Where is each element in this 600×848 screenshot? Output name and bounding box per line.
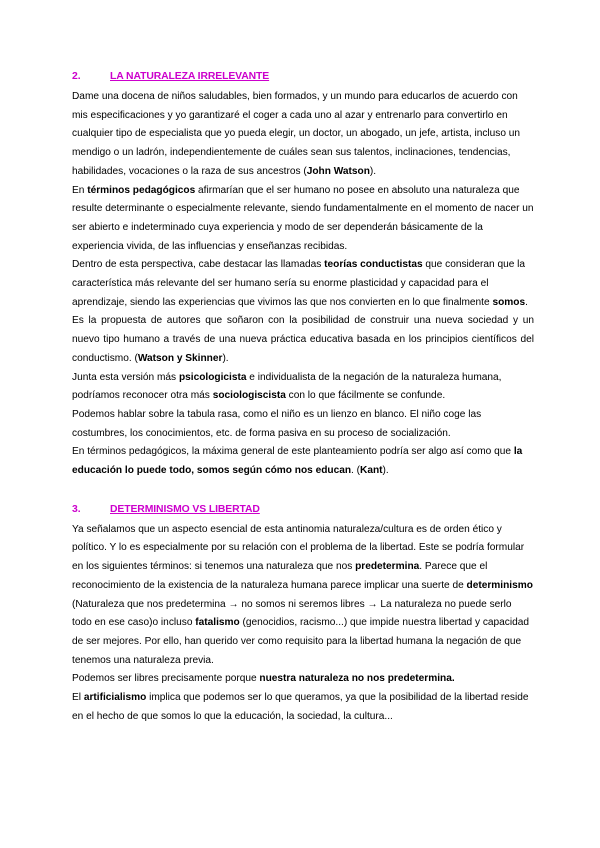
section-title: LA NATURALEZA IRRELEVANTE [110, 71, 270, 82]
paragraph [72, 182, 534, 257]
text-run: En [72, 184, 88, 196]
text-run: implica que podemos ser lo que queramos, ya que la posibilidad de la libertad reside en el hecho de que somos lo que la educación, la sociedad, la cultura... [72, 692, 529, 722]
section-determinismo-vs-libertad [72, 503, 534, 727]
document-page [72, 70, 534, 727]
text-run: ). [382, 465, 389, 477]
paragraph [72, 521, 534, 671]
section-heading [72, 503, 534, 517]
bold-text: artificialismo [83, 692, 147, 704]
text-run: ). [369, 165, 377, 177]
text-run: El [72, 692, 84, 704]
text-run: Dame una docena de niños saludables, bien formados, y un mundo para educarlos de acuerdo con mis especificaciones y yo garantizaré el coger a cada uno al azar y entrenarlo para convertirlo en cualquier tipo de especialista que yo pueda elegir, un doctor, un abogado, un jefe, artista, incluso un mendigo o un ladrón, independientemente de cuáles sean sus talentos, inclinaciones, tendencias, habilidades, vocaciones o la raza de sus ancestros ( [72, 91, 521, 177]
section-naturaleza-irrelevante [72, 70, 534, 481]
section-heading [72, 70, 534, 84]
bold-text: predetermina [355, 561, 420, 573]
paragraph [72, 689, 534, 726]
text-run: Podemos ser libres precisamente porque [72, 673, 260, 685]
bold-text: Kant [360, 465, 383, 477]
bold-text: fatalismo [195, 617, 240, 629]
text-run: Junta esta versión más [72, 371, 179, 383]
bold-text: sociologiscista [212, 390, 286, 402]
bold-text: términos pedagógicos [87, 184, 196, 196]
bold-text: la educación lo puede todo, somos según cómo nos educan [72, 446, 523, 477]
section-number: 3. [72, 503, 81, 515]
bold-text: determinismo [466, 579, 533, 591]
text-run: En términos pedagógicos, la máxima general de este planteamiento podría ser algo así como que [72, 446, 514, 458]
text-run: Es la propuesta de autores que soñaron con la posibilidad de construir una nueva sociedad y un nuevo tipo humano a través de una nueva práctica educativa basada en los principios científicos del conductismo. ( [72, 315, 534, 364]
paragraph [72, 369, 534, 406]
section-number: 2. [72, 71, 81, 82]
text-run: . [525, 296, 528, 308]
text-run: con lo que fácilmente se confunde. [285, 390, 446, 402]
paragraph [72, 670, 534, 689]
section-title: DETERMINISMO VS LIBERTAD [110, 503, 260, 515]
text-run: (genocidios, racismo...) que impide nuestra libertad y capacidad de ser mejores. Por ello, han querido ver como requisito para la libertad humana la negación de que tenemos una naturaleza previa. [72, 617, 529, 666]
paragraph [72, 406, 534, 443]
bold-text: teorías conductistas [324, 259, 423, 271]
paragraph [72, 88, 534, 182]
bold-text: John Watson [306, 165, 370, 177]
text-run: Podemos hablar sobre la tabula rasa, como el niño es un lienzo en blanco. El niño coge las costumbres, los conocimientos, etc. de forma pasiva en su proceso de socialización. [72, 408, 482, 439]
section-gap [72, 481, 534, 503]
text-run: que consideran que la característica más relevante del ser humano sería su enorme plasticidad y capacidad para el aprendizaje, siendo las experiencias que vivimos las que nos convierten en lo que finalmente [72, 259, 526, 308]
text-run: (Naturaleza que nos predetermina → no somos ni seremos libres → La naturaleza no puede serlo todo en ese caso)o incluso [72, 598, 512, 629]
text-run: Dentro de esta perspectiva, cabe destacar las llamadas [72, 259, 325, 271]
bold-text: psicologicista [178, 371, 247, 383]
bold-text: somos [492, 296, 526, 308]
text-run: Ya señalamos que un aspecto esencial de esta antinomia naturaleza/cultura es de orden ético y político. Y lo es especialmente por su relación con el problema de la libertad. Este se podría formular en los siguientes términos: si tenemos una naturaleza que nos [72, 523, 525, 573]
bold-text: nuestra naturaleza no nos predetermina. [259, 673, 455, 685]
text-run: . Parece que el reconocimiento de la existencia de la naturaleza humana parece implicar una suerte de [72, 561, 488, 591]
bold-text: Watson y Skinner [137, 352, 223, 364]
paragraph [72, 443, 534, 480]
text-run: ). [222, 352, 229, 364]
text-run: . ( [351, 465, 361, 477]
paragraph [72, 312, 534, 368]
paragraph [72, 256, 534, 312]
text-run: afirmarían que el ser humano no posee en absoluto una naturaleza que resulte determinante o especialmente relevante, siendo fundamentalmente en el momento de nacer un ser abierto e indeterminado cuya experiencia y modo de ser dependerán básicamente de la experiencia vivida, de las influencias y enseñanzas recibidas. [72, 184, 534, 252]
text-run: e individualista de la negación de la naturaleza humana, podríamos reconocer otra más [72, 371, 502, 402]
